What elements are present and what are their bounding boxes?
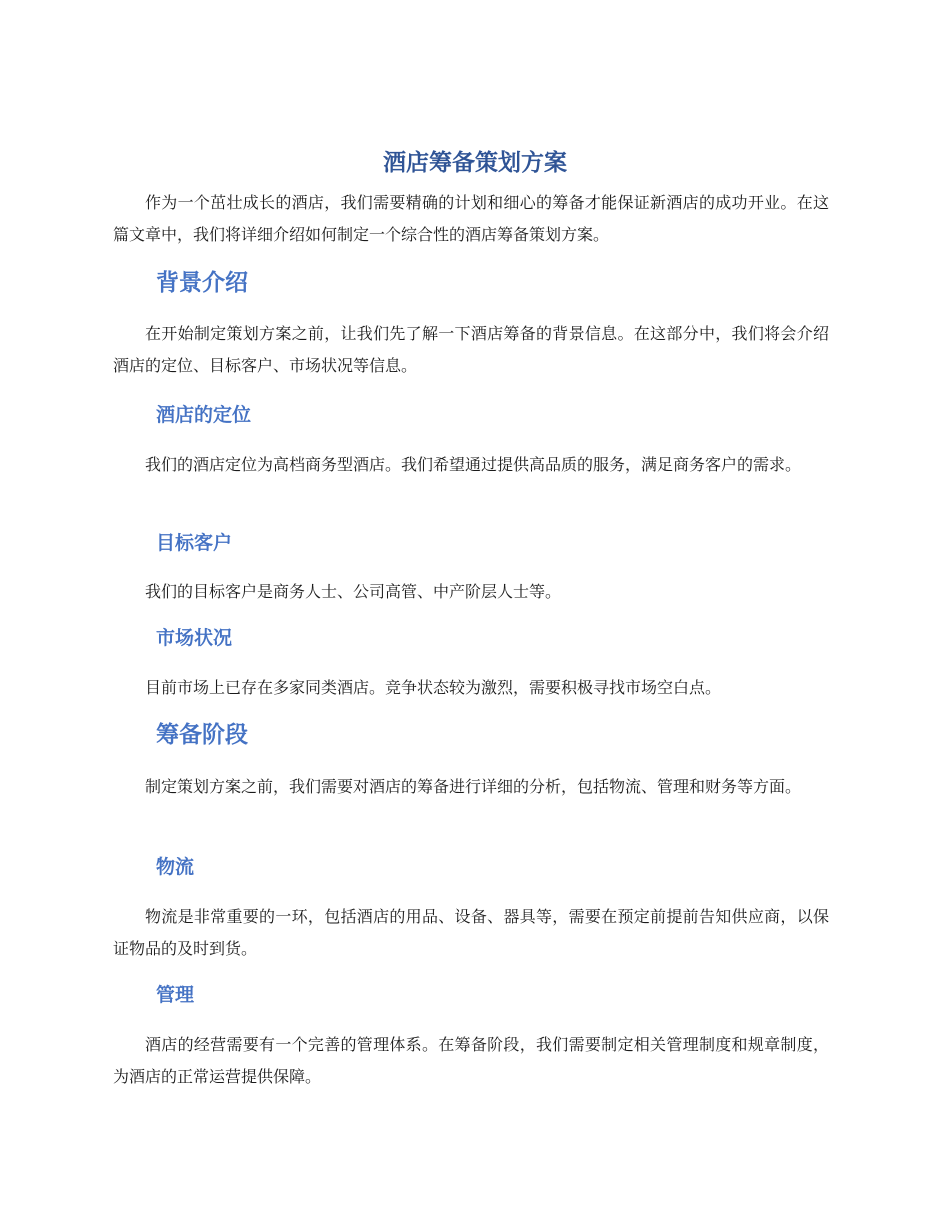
section-heading-preparation: 筹备阶段 <box>156 722 248 748</box>
subsection-body-management: 酒店的经营需要有一个完善的管理体系。在筹备阶段，我们需要制定相关管理制度和规章制度，为酒店的正常运营提供保障。 <box>113 1035 829 1086</box>
subsection-body-positioning: 我们的酒店定位为高档商务型酒店。我们希望通过提供高品质的服务，满足商务客户的需求。 <box>145 455 802 474</box>
section-body-preparation: 制定策划方案之前，我们需要对酒店的筹备进行详细的分析，包括物流、管理和财务等方面。 <box>145 777 802 796</box>
subsection-body-market: 目前市场上已存在多家同类酒店。竞争状态较为激烈，需要积极寻找市场空白点。 <box>145 678 722 697</box>
subsection-heading-market: 市场状况 <box>156 627 233 649</box>
subsection-body-logistics: 物流是非常重要的一环，包括酒店的用品、设备、器具等，需要在预定前提前告知供应商，以保证物品的及时到货。 <box>113 907 829 958</box>
section-heading-background: 背景介绍 <box>156 270 248 296</box>
subsection-heading-positioning: 酒店的定位 <box>156 404 252 426</box>
subsection-heading-management: 管理 <box>156 984 195 1006</box>
subsection-body-target-customers: 我们的目标客户是商务人士、公司高管、中产阶层人士等。 <box>145 582 562 601</box>
page-title: 酒店筹备策划方案 <box>383 150 567 176</box>
subsection-heading-logistics: 物流 <box>156 856 195 878</box>
subsection-heading-target-customers: 目标客户 <box>156 532 233 554</box>
section-body-background: 在开始制定策划方案之前，让我们先了解一下酒店筹备的背景信息。在这部分中，我们将会介绍酒店的定位、目标客户、市场状况等信息。 <box>113 324 829 375</box>
intro-paragraph: 作为一个茁壮成长的酒店，我们需要精确的计划和细心的筹备才能保证新酒店的成功开业。在这篇文章中，我们将详细介绍如何制定一个综合性的酒店筹备策划方案。 <box>113 193 829 244</box>
